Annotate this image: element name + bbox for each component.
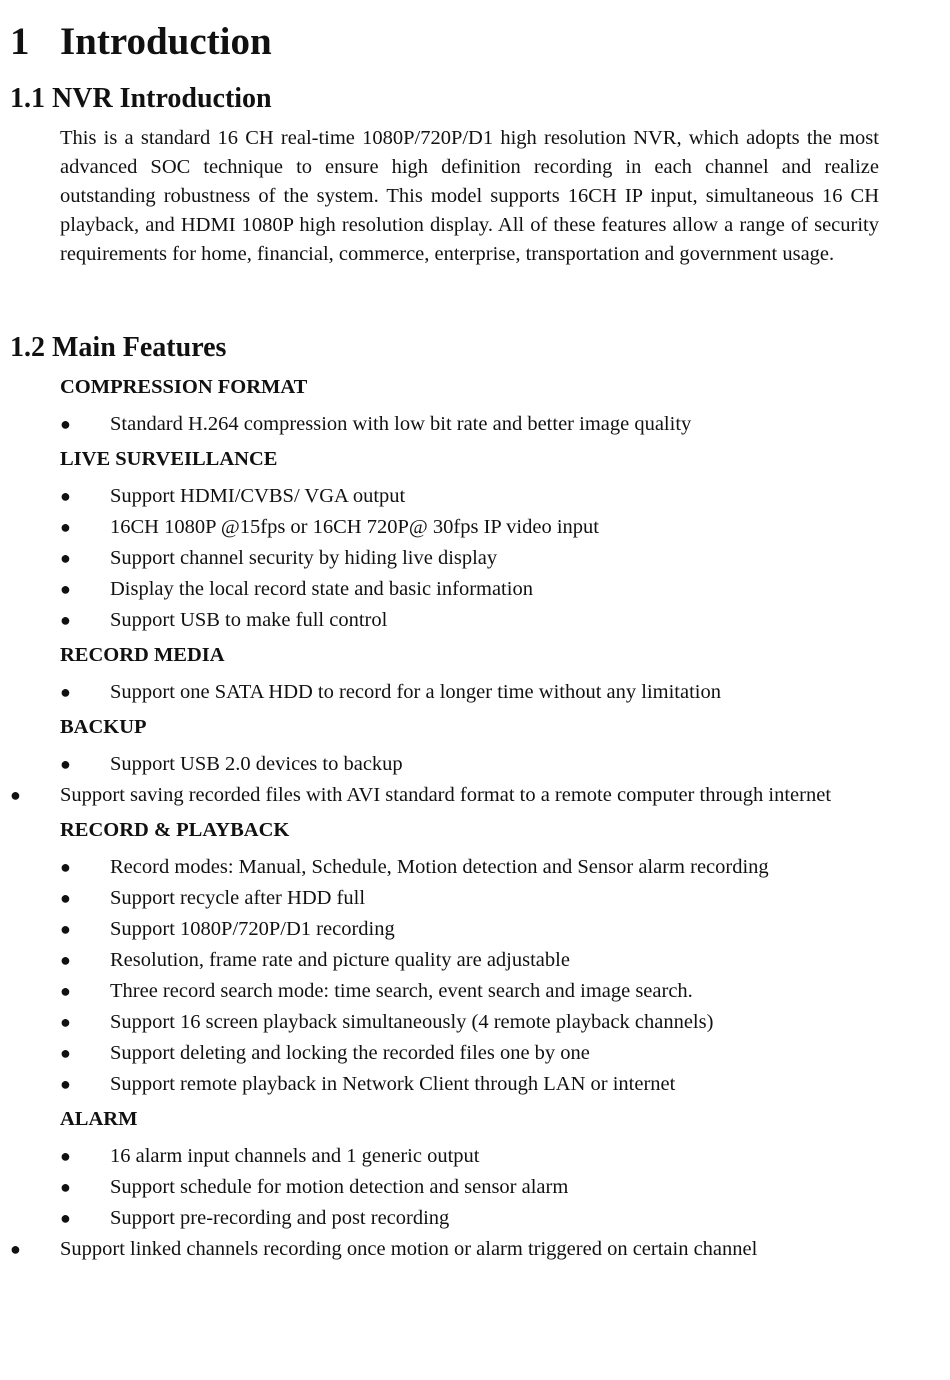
- feature-item-text: 16CH 1080P @15fps or 16CH 720P@ 30fps IP video input: [110, 516, 599, 538]
- feature-item: [60, 1142, 879, 1172]
- feature-list: [10, 373, 879, 1270]
- bullet-icon: ●: [60, 1074, 71, 1094]
- feature-item-text: Standard H.264 compression with low bit rate and better image quality: [110, 413, 692, 435]
- feature-item: [60, 1008, 879, 1038]
- feature-item-text: Support 1080P/720P/D1 recording: [110, 918, 395, 940]
- feature-item: [60, 853, 879, 883]
- section-heading-intro: 1.1 NVR Introduction: [10, 83, 272, 114]
- bullet-icon: ●: [10, 785, 21, 805]
- feature-category-title: RECORD & PLAYBACK: [60, 819, 290, 841]
- chapter-title: Introduction: [60, 20, 272, 63]
- feature-item-text: Support deleting and locking the recorded files one by one: [110, 1042, 590, 1064]
- feature-item-text: Support recycle after HDD full: [110, 887, 366, 909]
- feature-item-text: Resolution, frame rate and picture quality are adjustable: [110, 949, 570, 971]
- bullet-icon: ●: [60, 548, 71, 568]
- intro-paragraph: This is a standard 16 CH real-time 1080P/720P/D1 high resolution NVR, which adopts the most advanced SOC technique to ensure high definition recording in each channel and realize outstanding robustness of the system. This model supports 16CH IP input, simultaneous 16 CH playback, and HDMI 1080P high resolution display. All of these features allow a range of security requirements for home, financial, commerce, enterprise, transportation and government usage.: [60, 127, 879, 265]
- feature-item-text: Three record search mode: time search, event search and image search.: [110, 980, 693, 1002]
- feature-item: [60, 575, 879, 605]
- bullet-icon: ●: [60, 919, 71, 939]
- feature-item: [60, 544, 879, 574]
- feature-item: [60, 1070, 879, 1100]
- feature-item: [60, 977, 879, 1007]
- bullet-icon: ●: [60, 682, 71, 702]
- feature-item: [60, 513, 879, 543]
- section-heading-features: 1.2 Main Features: [10, 332, 227, 363]
- feature-item: [60, 1173, 879, 1203]
- feature-item-text: Support linked channels recording once motion or alarm triggered on certain channel: [60, 1238, 758, 1260]
- feature-item-text: Support 16 screen playback simultaneously (4 remote playback channels): [110, 1011, 714, 1033]
- feature-category-title: ALARM: [60, 1108, 138, 1130]
- feature-item: [60, 410, 879, 440]
- bullet-icon: ●: [60, 1012, 71, 1032]
- bullet-icon: ●: [60, 1208, 71, 1228]
- feature-item-text: Support schedule for motion detection and sensor alarm: [110, 1176, 569, 1198]
- feature-item-text: Support one SATA HDD to record for a longer time without any limitation: [110, 681, 721, 703]
- feature-item: [10, 1235, 879, 1265]
- bullet-icon: ●: [10, 1239, 21, 1259]
- chapter-heading: [10, 18, 272, 66]
- feature-item-text: Display the local record state and basic information: [110, 578, 533, 600]
- feature-category-title: COMPRESSION FORMAT: [60, 376, 308, 398]
- bullet-icon: ●: [60, 950, 71, 970]
- feature-item-text: Support HDMI/CVBS/ VGA output: [110, 485, 406, 507]
- feature-item-text: Support USB to make full control: [110, 609, 388, 631]
- feature-item-text: Support channel security by hiding live display: [110, 547, 498, 569]
- feature-item-text: Support USB 2.0 devices to backup: [110, 753, 403, 775]
- feature-item: [60, 1204, 879, 1234]
- bullet-icon: ●: [60, 1146, 71, 1166]
- feature-item-text: 16 alarm input channels and 1 generic output: [110, 1145, 480, 1167]
- bullet-icon: ●: [60, 754, 71, 774]
- bullet-icon: ●: [60, 1043, 71, 1063]
- bullet-icon: ●: [60, 1177, 71, 1197]
- feature-item-text: Support saving recorded files with AVI standard format to a remote computer through internet: [60, 784, 832, 806]
- feature-item: [60, 1039, 879, 1069]
- bullet-icon: ●: [60, 888, 71, 908]
- bullet-icon: ●: [60, 610, 71, 630]
- feature-category-title: LIVE SURVEILLANCE: [60, 448, 278, 470]
- feature-item: [60, 678, 879, 708]
- feature-item: [60, 482, 879, 512]
- bullet-icon: ●: [60, 414, 71, 434]
- feature-item-text: Record modes: Manual, Schedule, Motion detection and Sensor alarm recording: [110, 856, 769, 878]
- feature-item: [60, 750, 879, 780]
- bullet-icon: ●: [60, 486, 71, 506]
- feature-category-title: RECORD MEDIA: [60, 644, 225, 666]
- feature-item: [60, 606, 879, 636]
- feature-category-title: BACKUP: [60, 716, 147, 738]
- bullet-icon: ●: [60, 579, 71, 599]
- feature-item-text: Support remote playback in Network Client through LAN or internet: [110, 1073, 676, 1095]
- feature-item-text: Support pre-recording and post recording: [110, 1207, 450, 1229]
- chapter-number: 1: [10, 20, 30, 63]
- bullet-icon: ●: [60, 517, 71, 537]
- feature-item: [60, 884, 879, 914]
- feature-item: [60, 946, 879, 976]
- bullet-icon: ●: [60, 981, 71, 1001]
- bullet-icon: ●: [60, 857, 71, 877]
- feature-item: [10, 781, 879, 811]
- feature-item: [60, 915, 879, 945]
